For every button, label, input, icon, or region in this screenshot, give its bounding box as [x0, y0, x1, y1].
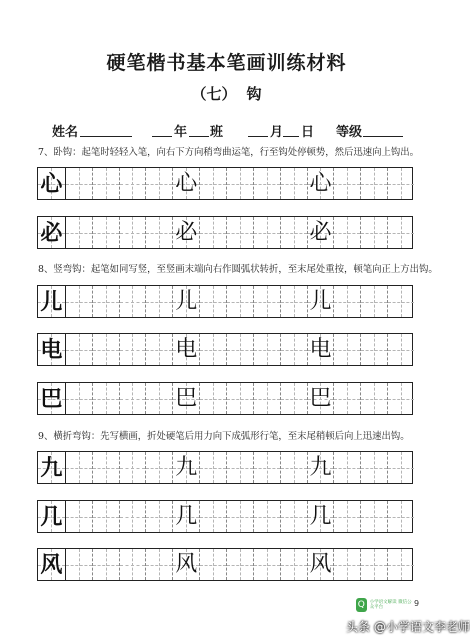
practice-cell[interactable] — [226, 383, 253, 414]
guide-line — [106, 549, 107, 580]
guide-line — [240, 334, 241, 365]
guide-line — [132, 334, 133, 365]
practice-grid-row — [37, 216, 413, 249]
practice-cell[interactable] — [253, 383, 280, 414]
guide-line — [79, 334, 80, 365]
practice-cell[interactable] — [119, 549, 146, 580]
stroke-instruction: 9、横折弯钩：先写横画，折处硬笔后用力向下成弧形行笔，至末尾稍顿后向上迅速出钩。 — [38, 431, 410, 442]
guide-line — [374, 383, 375, 414]
guide-line — [267, 501, 268, 532]
practice-cell[interactable] — [333, 286, 360, 317]
example-cell — [307, 286, 334, 317]
guide-line — [240, 168, 241, 199]
example-cell — [38, 168, 65, 199]
guide-line — [294, 168, 295, 199]
example-character: 必 — [40, 220, 63, 246]
guide-line — [159, 217, 160, 248]
practice-cell[interactable] — [199, 168, 226, 199]
example-character: 心 — [40, 171, 63, 197]
practice-grid-row — [37, 500, 413, 533]
guide-line — [132, 383, 133, 414]
practice-cell[interactable] — [145, 383, 172, 414]
practice-cell[interactable] — [387, 452, 414, 483]
practice-cell[interactable] — [119, 452, 146, 483]
name-label: 姓名 — [52, 125, 79, 140]
practice-cell[interactable] — [226, 549, 253, 580]
guide-line — [132, 217, 133, 248]
guide-line — [213, 383, 214, 414]
guide-line — [401, 286, 402, 317]
practice-cell[interactable] — [65, 452, 92, 483]
guide-line — [347, 286, 348, 317]
example-character: 巴 — [309, 386, 332, 411]
badge-text: 小学语文解读 微信公众平台 — [369, 600, 412, 610]
practice-cell[interactable] — [65, 501, 92, 532]
practice-cell[interactable] — [226, 334, 253, 365]
practice-grid-row — [37, 451, 413, 484]
practice-cell[interactable] — [333, 452, 360, 483]
practice-cell[interactable] — [360, 334, 387, 365]
practice-cell[interactable] — [92, 168, 119, 199]
guide-line — [374, 286, 375, 317]
guide-line — [347, 452, 348, 483]
practice-cell[interactable] — [145, 286, 172, 317]
example-character: 风 — [309, 552, 332, 577]
practice-cell[interactable] — [360, 383, 387, 414]
guide-line — [132, 168, 133, 199]
practice-cell[interactable] — [145, 452, 172, 483]
guide-line — [294, 501, 295, 532]
example-character: 必 — [309, 220, 332, 245]
guide-line — [240, 217, 241, 248]
example-character: 九 — [175, 455, 198, 480]
example-character: 几 — [175, 504, 198, 529]
practice-cell[interactable] — [333, 549, 360, 580]
example-cell — [172, 549, 199, 580]
practice-cell[interactable] — [253, 168, 280, 199]
practice-cell[interactable] — [280, 217, 307, 248]
page-subtitle — [0, 83, 453, 104]
guide-line — [294, 217, 295, 248]
example-character: 心 — [175, 171, 198, 196]
guide-line — [79, 168, 80, 199]
practice-cell[interactable] — [333, 383, 360, 414]
guide-line — [213, 549, 214, 580]
practice-cell[interactable] — [280, 549, 307, 580]
guide-line — [159, 168, 160, 199]
guide-line — [159, 286, 160, 317]
guide-line — [106, 217, 107, 248]
guide-line — [347, 549, 348, 580]
practice-cell[interactable] — [65, 168, 92, 199]
practice-cell[interactable] — [226, 217, 253, 248]
page-number: 9 — [414, 599, 420, 608]
practice-cell[interactable] — [199, 217, 226, 248]
example-cell — [38, 549, 65, 580]
guide-line — [294, 286, 295, 317]
class-blank[interactable] — [189, 136, 209, 137]
guide-line — [132, 501, 133, 532]
practice-cell[interactable] — [145, 549, 172, 580]
day-label: 日 — [301, 125, 315, 140]
guide-line — [106, 168, 107, 199]
guide-line — [347, 383, 348, 414]
guide-line — [374, 334, 375, 365]
example-character: 电 — [175, 337, 198, 362]
guide-line — [79, 286, 80, 317]
day-blank[interactable] — [283, 136, 299, 137]
practice-cell[interactable] — [280, 452, 307, 483]
guide-line — [374, 217, 375, 248]
guide-line — [267, 286, 268, 317]
guide-line — [267, 452, 268, 483]
practice-cell[interactable] — [360, 286, 387, 317]
practice-cell[interactable] — [92, 501, 119, 532]
practice-cell[interactable] — [119, 168, 146, 199]
month-blank[interactable] — [248, 136, 268, 137]
month-label: 月 — [270, 125, 284, 140]
guide-line — [374, 168, 375, 199]
practice-cell[interactable] — [360, 549, 387, 580]
example-character: 电 — [40, 337, 63, 363]
example-character: 必 — [175, 220, 198, 245]
guide-line — [106, 334, 107, 365]
grade-blank[interactable] — [363, 136, 403, 137]
practice-cell[interactable] — [226, 452, 253, 483]
practice-cell[interactable] — [280, 168, 307, 199]
practice-cell[interactable] — [387, 217, 414, 248]
guide-line — [213, 334, 214, 365]
year-label: 年 — [174, 125, 188, 140]
guide-line — [401, 452, 402, 483]
class-label: 班 — [210, 125, 224, 140]
guide-line — [347, 168, 348, 199]
guide-line — [132, 286, 133, 317]
stroke-instruction: 7、卧钩：起笔时轻轻入笔，向右下方向稍弯曲运笔，行至钩处停顿势，然后迅速向上钩出。 — [38, 147, 419, 158]
subtitle-stroke: 钩 — [246, 85, 262, 103]
practice-cell[interactable] — [145, 217, 172, 248]
guide-line — [159, 334, 160, 365]
guide-line — [267, 383, 268, 414]
guide-line — [79, 501, 80, 532]
guide-line — [240, 286, 241, 317]
practice-cell[interactable] — [199, 549, 226, 580]
practice-cell[interactable] — [253, 452, 280, 483]
wechat-search-icon: Q — [357, 600, 365, 610]
name-blank[interactable] — [80, 136, 132, 137]
practice-cell[interactable] — [253, 217, 280, 248]
practice-cell[interactable] — [360, 501, 387, 532]
guide-line — [213, 286, 214, 317]
practice-grid-row — [37, 285, 413, 318]
practice-cell[interactable] — [92, 549, 119, 580]
practice-cell[interactable] — [119, 383, 146, 414]
example-character: 风 — [40, 552, 63, 578]
page-title: 硬笔楷书基本笔画训练材料 — [106, 52, 347, 74]
guide-line — [374, 549, 375, 580]
example-cell — [307, 334, 334, 365]
practice-cell[interactable] — [119, 217, 146, 248]
practice-cell[interactable] — [333, 501, 360, 532]
guide-line — [159, 549, 160, 580]
practice-cell[interactable] — [199, 286, 226, 317]
guide-line — [401, 334, 402, 365]
guide-line — [240, 383, 241, 414]
example-cell — [307, 549, 334, 580]
example-character: 巴 — [40, 386, 63, 412]
example-cell — [172, 168, 199, 199]
guide-line — [132, 549, 133, 580]
practice-cell[interactable] — [253, 286, 280, 317]
student-info-row — [50, 121, 420, 139]
practice-cell[interactable] — [119, 334, 146, 365]
practice-cell[interactable] — [92, 452, 119, 483]
example-cell — [307, 501, 334, 532]
practice-cell[interactable] — [280, 286, 307, 317]
practice-cell[interactable] — [92, 383, 119, 414]
practice-cell[interactable] — [145, 334, 172, 365]
practice-cell[interactable] — [280, 334, 307, 365]
guide-line — [79, 383, 80, 414]
guide-line — [401, 217, 402, 248]
example-character: 九 — [309, 455, 332, 480]
example-character: 九 — [40, 455, 63, 481]
guide-line — [294, 383, 295, 414]
guide-line — [294, 334, 295, 365]
guide-line — [213, 452, 214, 483]
practice-cell[interactable] — [387, 383, 414, 414]
guide-line — [132, 452, 133, 483]
example-cell — [172, 452, 199, 483]
guide-line — [401, 168, 402, 199]
practice-cell[interactable] — [199, 501, 226, 532]
guide-line — [401, 501, 402, 532]
practice-cell[interactable] — [387, 168, 414, 199]
guide-line — [267, 217, 268, 248]
example-cell — [307, 452, 334, 483]
example-cell — [38, 217, 65, 248]
practice-cell[interactable] — [119, 286, 146, 317]
practice-cell[interactable] — [387, 549, 414, 580]
guide-line — [213, 501, 214, 532]
guide-line — [401, 549, 402, 580]
practice-cell[interactable] — [253, 334, 280, 365]
example-cell — [172, 286, 199, 317]
practice-cell[interactable] — [226, 168, 253, 199]
stroke-instruction: 8、竖弯钩：起笔如同写竖，至竖画末端向右作圆弧状转折，至末尾处重按，顿笔向正上方出钩。 — [38, 264, 438, 275]
guide-line — [240, 501, 241, 532]
example-character: 几 — [40, 504, 63, 530]
example-character: 几 — [309, 504, 332, 529]
example-character: 儿 — [40, 289, 63, 315]
example-cell — [38, 452, 65, 483]
practice-cell[interactable] — [65, 549, 92, 580]
practice-cell[interactable] — [253, 549, 280, 580]
guide-line — [240, 452, 241, 483]
practice-cell[interactable] — [92, 286, 119, 317]
example-character: 电 — [309, 337, 332, 362]
guide-line — [267, 168, 268, 199]
practice-grid-row — [37, 167, 413, 200]
guide-line — [159, 383, 160, 414]
guide-line — [347, 217, 348, 248]
practice-cell[interactable] — [145, 168, 172, 199]
practice-cell[interactable] — [387, 501, 414, 532]
practice-cell[interactable] — [199, 334, 226, 365]
example-character: 风 — [175, 552, 198, 577]
guide-line — [374, 501, 375, 532]
example-character: 心 — [309, 171, 332, 196]
practice-cell[interactable] — [199, 452, 226, 483]
guide-line — [79, 452, 80, 483]
guide-line — [159, 452, 160, 483]
practice-cell[interactable] — [333, 217, 360, 248]
guide-line — [294, 549, 295, 580]
subtitle-number: （七） — [191, 85, 237, 103]
practice-cell[interactable] — [360, 452, 387, 483]
guide-line — [79, 217, 80, 248]
practice-cell[interactable] — [280, 383, 307, 414]
guide-line — [347, 334, 348, 365]
practice-cell[interactable] — [387, 334, 414, 365]
practice-cell[interactable] — [360, 217, 387, 248]
guide-line — [106, 286, 107, 317]
guide-line — [267, 549, 268, 580]
practice-grid-row — [37, 382, 413, 415]
watermark: 头条 @小学语文李老师 — [346, 620, 470, 634]
example-cell — [172, 217, 199, 248]
practice-cell[interactable] — [199, 383, 226, 414]
practice-cell[interactable] — [226, 501, 253, 532]
example-cell — [172, 383, 199, 414]
practice-cell[interactable] — [387, 286, 414, 317]
example-cell — [38, 501, 65, 532]
practice-cell[interactable] — [145, 501, 172, 532]
example-cell — [307, 383, 334, 414]
practice-cell[interactable] — [65, 286, 92, 317]
guide-line — [159, 501, 160, 532]
practice-cell[interactable] — [65, 383, 92, 414]
practice-cell[interactable] — [65, 334, 92, 365]
guide-line — [106, 383, 107, 414]
example-cell — [38, 334, 65, 365]
example-cell — [38, 383, 65, 414]
guide-line — [106, 501, 107, 532]
grade-label: 等级 — [336, 125, 363, 140]
example-character: 巴 — [175, 386, 198, 411]
example-character: 儿 — [175, 289, 198, 314]
guide-line — [267, 334, 268, 365]
practice-cell[interactable] — [280, 501, 307, 532]
example-cell — [172, 501, 199, 532]
example-cell — [172, 334, 199, 365]
practice-cell[interactable] — [333, 168, 360, 199]
guide-line — [401, 383, 402, 414]
practice-grid-row — [37, 548, 413, 581]
practice-cell[interactable] — [119, 501, 146, 532]
practice-cell[interactable] — [333, 334, 360, 365]
example-cell — [38, 286, 65, 317]
example-character: 儿 — [309, 289, 332, 314]
example-cell — [307, 217, 334, 248]
example-cell — [307, 168, 334, 199]
guide-line — [79, 549, 80, 580]
guide-line — [294, 452, 295, 483]
guide-line — [347, 501, 348, 532]
practice-cell[interactable] — [92, 334, 119, 365]
guide-line — [240, 549, 241, 580]
guide-line — [106, 452, 107, 483]
practice-cell[interactable] — [360, 168, 387, 199]
guide-line — [213, 168, 214, 199]
practice-grid-row — [37, 333, 413, 366]
practice-cell[interactable] — [226, 286, 253, 317]
year-blank[interactable] — [152, 136, 172, 137]
guide-line — [213, 217, 214, 248]
guide-line — [374, 452, 375, 483]
practice-cell[interactable] — [92, 217, 119, 248]
source-badge — [356, 598, 412, 612]
practice-cell[interactable] — [253, 501, 280, 532]
practice-cell[interactable] — [65, 217, 92, 248]
